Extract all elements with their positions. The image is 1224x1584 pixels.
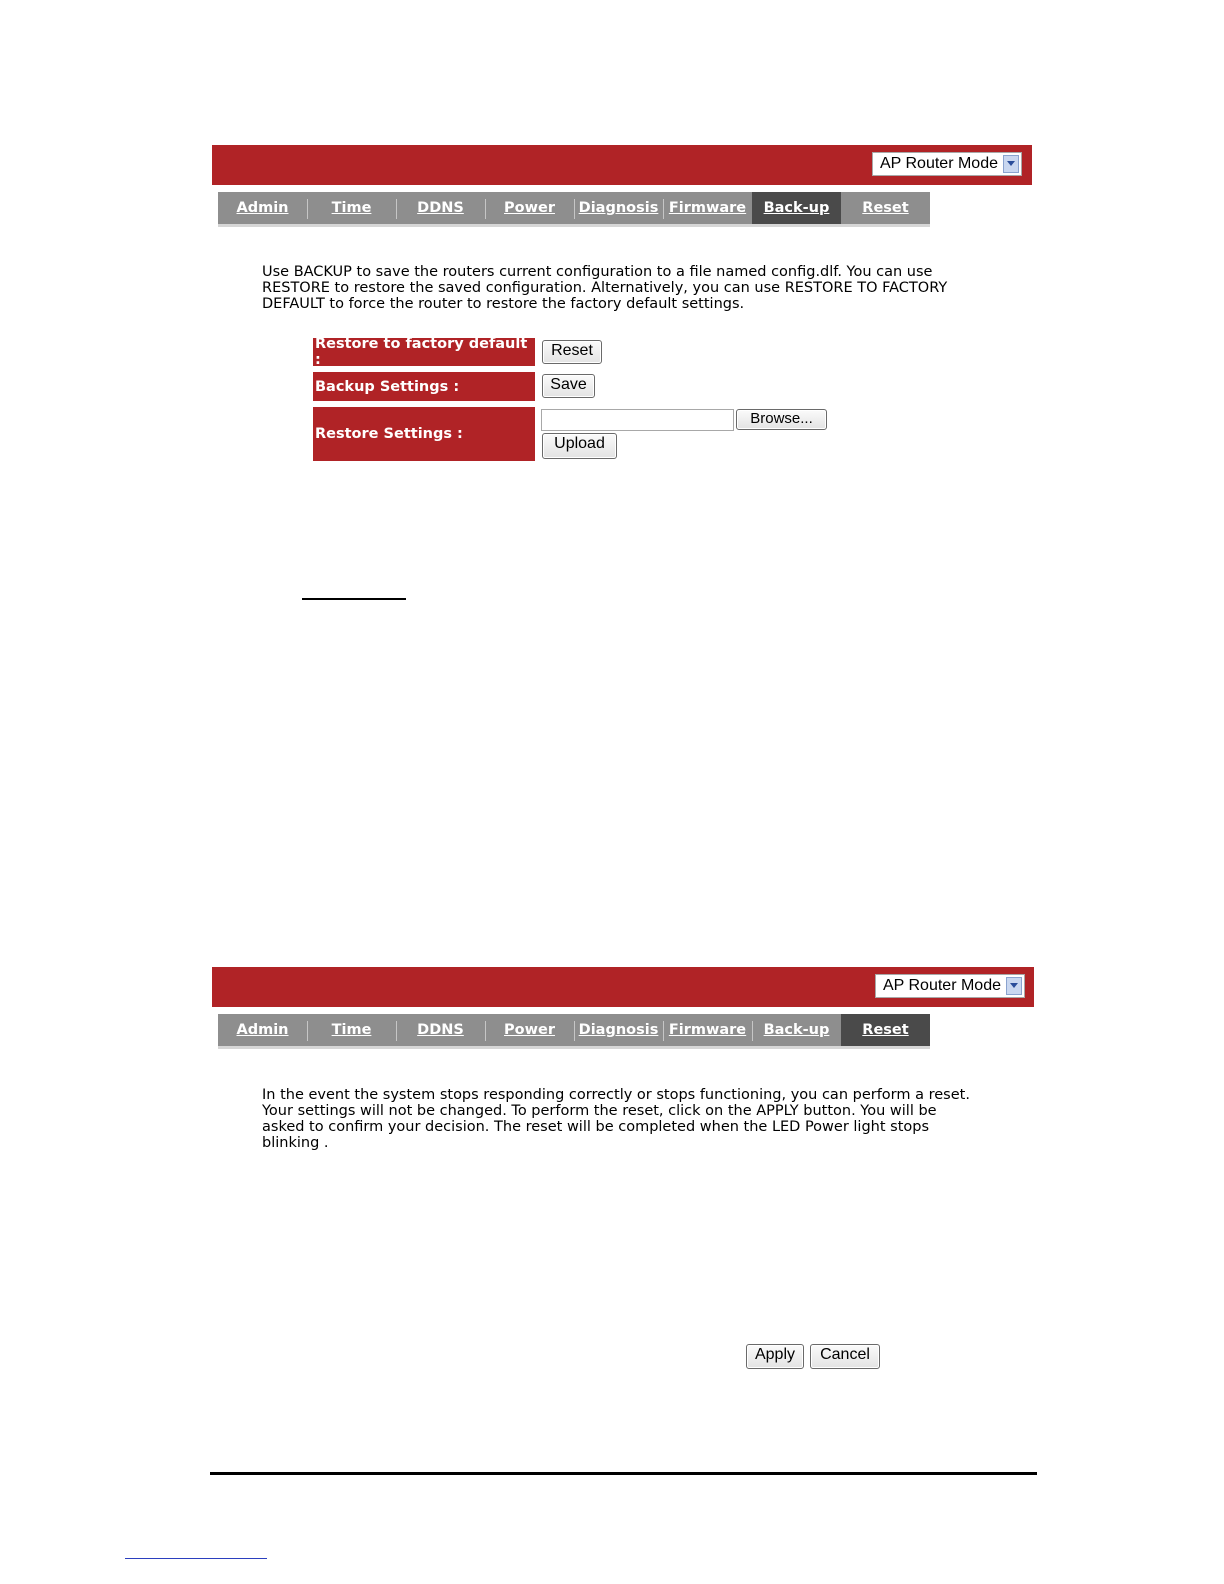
- restore-file-input[interactable]: [541, 409, 734, 431]
- mode-select[interactable]: [872, 152, 1022, 176]
- tab-reset[interactable]: Reset: [841, 1014, 930, 1046]
- reset-button[interactable]: Reset: [542, 340, 602, 364]
- tab-reset[interactable]: Reset: [862, 200, 909, 216]
- tab-power[interactable]: Power: [485, 1014, 574, 1046]
- tab-time[interactable]: Time: [307, 1014, 396, 1046]
- tab-power[interactable]: Power: [485, 192, 574, 224]
- cancel-button[interactable]: Cancel: [810, 1344, 880, 1369]
- tab-backup[interactable]: Back-up: [752, 192, 841, 224]
- save-button[interactable]: Save: [542, 374, 595, 398]
- tab-firmware[interactable]: Firmware: [663, 1014, 752, 1046]
- tab-diagnosis[interactable]: Diagnosis: [574, 1014, 663, 1046]
- mode-select-value: AP Router Mode: [883, 977, 1001, 994]
- tab-firmware[interactable]: Firmware: [663, 192, 752, 224]
- apply-button[interactable]: Apply: [746, 1344, 804, 1369]
- mode-select[interactable]: [875, 974, 1025, 998]
- tab-ddns[interactable]: DDNS: [396, 1014, 485, 1046]
- header-bar: [212, 967, 1034, 1007]
- reset-screen: [212, 967, 1034, 1387]
- restore-factory-label: Restore to factory default :: [313, 338, 535, 366]
- upload-button[interactable]: Upload: [542, 433, 617, 459]
- header-bar: [212, 145, 1032, 185]
- backup-screen: [212, 145, 1034, 475]
- backup-settings-label: Backup Settings :: [313, 372, 535, 401]
- tab-diagnosis[interactable]: Diagnosis: [574, 192, 663, 224]
- chevron-down-icon[interactable]: [1003, 155, 1019, 173]
- tab-backup[interactable]: Back-up: [752, 1014, 841, 1046]
- tab-time[interactable]: Time: [307, 192, 396, 224]
- footer-link-underline: [125, 1558, 267, 1559]
- mode-select-value: AP Router Mode: [880, 155, 998, 172]
- reset-description: In the event the system stops responding correctly or stops functioning, you can perform a reset. Your settings will not be changed. To perform the reset, click on the APPLY button. You will be asked to confirm your decision. The reset will be completed when the LED Power light stops blinking .: [262, 1087, 970, 1151]
- separator-line: [302, 598, 406, 600]
- browse-button[interactable]: Browse...: [736, 409, 827, 430]
- chevron-down-icon[interactable]: [1006, 977, 1022, 995]
- tab-admin[interactable]: Admin: [236, 1022, 289, 1038]
- tab-bar: [218, 1014, 930, 1046]
- tab-ddns[interactable]: DDNS: [396, 192, 485, 224]
- tab-admin[interactable]: Admin: [236, 200, 289, 216]
- restore-settings-label: Restore Settings :: [313, 407, 535, 461]
- backup-description: Use BACKUP to save the routers current configuration to a file named config.dlf. You can use RESTORE to restore the saved configuration. Alternatively, you can use RESTORE TO FACTORY DEFAULT to force the router to restore the factory default settings.: [262, 264, 948, 312]
- tab-bar: [218, 192, 930, 224]
- footer-rule: [210, 1472, 1037, 1475]
